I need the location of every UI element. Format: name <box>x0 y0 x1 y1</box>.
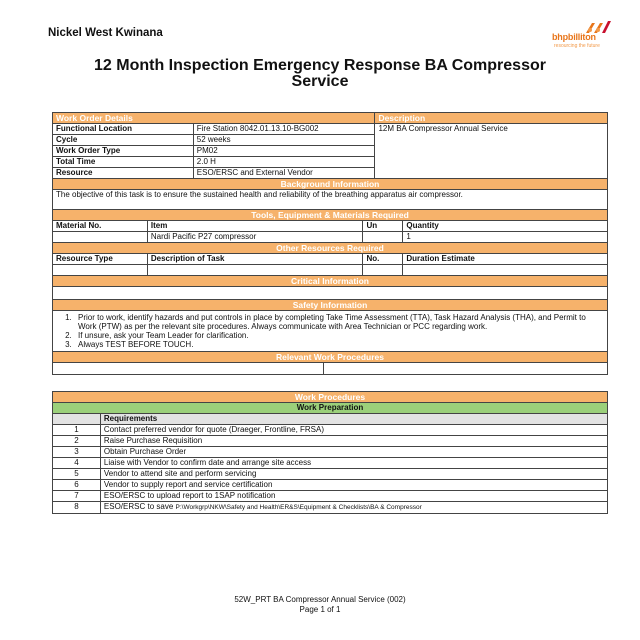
step-text: Liaise with Vendor to confirm date and arrange site access <box>100 458 607 469</box>
column-header: Resource Type <box>53 254 148 265</box>
step-text <box>100 502 607 514</box>
field-value: 52 weeks <box>193 135 375 146</box>
field-label: Total Time <box>53 157 194 168</box>
step-number: 5 <box>53 469 101 480</box>
footer <box>0 595 640 615</box>
site-name: Nickel West Kwinana <box>48 27 163 39</box>
empty-cell <box>147 265 363 276</box>
step-text: Vendor to supply report and service certification <box>100 480 607 491</box>
file-path: P:\Workgrp\NKW\Safety and Health\ER&S\Equipment & Checklists\BA & Compressor <box>175 504 422 511</box>
other-resources-heading: Other Resources Required <box>53 243 608 254</box>
tool-unit <box>363 232 403 243</box>
work-preparation-heading: Work Preparation <box>53 403 608 414</box>
step-number: 3 <box>53 447 101 458</box>
field-value: ESO/ERSC and External Vendor <box>193 168 375 179</box>
column-header: Description of Task <box>147 254 363 265</box>
procedures-heading: Work Procedures <box>53 392 608 403</box>
requirements-header: Requirements <box>100 414 607 425</box>
tool-material-no <box>53 232 148 243</box>
field-value: PM02 <box>193 146 375 157</box>
procedures-table <box>52 391 608 514</box>
relevant-heading: Relevant Work Procedures <box>53 351 608 362</box>
work-order-heading: Work Order Details <box>53 113 375 124</box>
field-label: Cycle <box>53 135 194 146</box>
background-text: The objective of this task is to ensure the sustained health and reliability of the breathing apparatus air compressor. <box>53 190 608 210</box>
field-value: 2.0 H <box>193 157 375 168</box>
safety-heading: Safety Information <box>53 299 608 310</box>
field-label: Resource <box>53 168 194 179</box>
step-text: Obtain Purchase Order <box>100 447 607 458</box>
safety-item: 2. If unsure, ask your Team Leader for clarification. <box>74 331 604 340</box>
column-header: Duration Estimate <box>403 254 608 265</box>
safety-list-cell <box>53 310 608 351</box>
step-number: 8 <box>53 502 101 514</box>
company-logo <box>552 18 614 52</box>
tool-quantity: 1 <box>403 232 608 243</box>
tool-item: Nardi Pacific P27 compressor <box>147 232 363 243</box>
page-title <box>40 58 600 90</box>
step-number: 6 <box>53 480 101 491</box>
column-header: Un <box>363 221 403 232</box>
step-number: 7 <box>53 491 101 502</box>
description-heading: Description <box>375 113 608 124</box>
description-text: 12M BA Compressor Annual Service <box>375 124 608 179</box>
critical-text <box>53 286 608 299</box>
footer-page-number: Page 1 of 1 <box>299 605 341 614</box>
logo-tagline: resourcing the future <box>554 43 600 49</box>
work-order-table <box>52 112 608 375</box>
empty-cell <box>323 362 607 374</box>
step-text: Raise Purchase Requisition <box>100 436 607 447</box>
empty-cell <box>53 265 148 276</box>
title-line-2: Service <box>291 73 349 90</box>
step-8-text: ESO/ERSC to save <box>103 502 174 511</box>
critical-heading: Critical Information <box>53 275 608 286</box>
safety-item: 3. Always TEST BEFORE TOUCH. <box>74 340 604 349</box>
field-label: Functional Location <box>53 124 194 135</box>
tools-heading: Tools, Equipment & Materials Required <box>53 210 608 221</box>
background-heading: Background Information <box>53 179 608 190</box>
column-header: Material No. <box>53 221 148 232</box>
field-value: Fire Station 8042.01.13.10-BG002 <box>193 124 375 135</box>
step-number: 1 <box>53 425 101 436</box>
title-line-1: 12 Month Inspection Emergency Response BA Compressor <box>94 57 546 74</box>
empty-cell <box>53 362 324 374</box>
safety-list <box>74 313 604 349</box>
logo-text: bhpbilliton <box>552 32 596 42</box>
step-number: 4 <box>53 458 101 469</box>
footer-doc-name: 52W_PRT BA Compressor Annual Service (002) <box>234 595 406 604</box>
empty-cell <box>403 265 608 276</box>
column-header: Quantity <box>403 221 608 232</box>
step-number: 2 <box>53 436 101 447</box>
step-text: ESO/ERSC to upload report to 1SAP notification <box>100 491 607 502</box>
step-text: Vendor to attend site and perform servicing <box>100 469 607 480</box>
field-label: Work Order Type <box>53 146 194 157</box>
empty-cell <box>53 414 101 425</box>
step-text: Contact preferred vendor for quote (Draeger, Frontline, FRSA) <box>100 425 607 436</box>
column-header: Item <box>147 221 363 232</box>
safety-item: 1. Prior to work, identify hazards and put controls in place by completing Take Time Assessment (TTA), Task Hazard Analysis (THA), and Permit to Work (PTW) as per the relevant site procedures. Always communicate with Area Technician or PCC regarding work. <box>74 313 604 331</box>
empty-cell <box>363 265 403 276</box>
column-header: No. <box>363 254 403 265</box>
